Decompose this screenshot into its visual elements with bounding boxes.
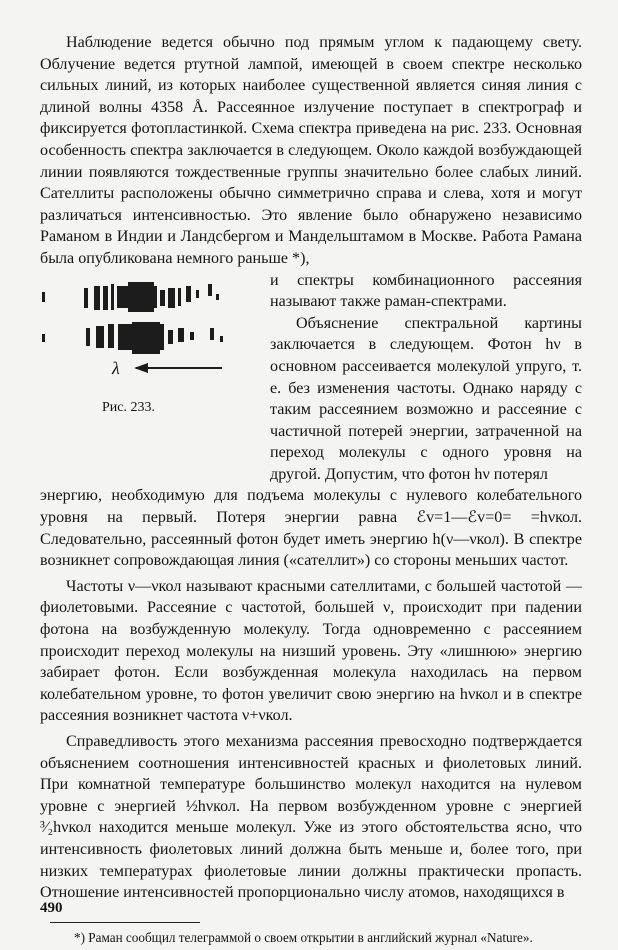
figure-caption: Рис. 233. — [102, 399, 155, 415]
paragraph-4: Справедливость этого механизма рассеяния превосходно подтверждается объяснением соотношения интенсивностей красных и фиолетовых линий. При комнатной температуре большинство молекул находится на нулевом уровне с энергией ½hνкол. На первом возбужденном уровне с энергией ³⁄₂hνкол находится меньше молекул. Уже из этого обстоятельства ясно, что интенсивность фиолетовых линий должна быть меньше и, более того, при низких температурах фиолетовые линии должны практически пропасть. Отношение интенсивностей пропорционально числу атомов, находящихся в — [40, 733, 582, 902]
page-body — [40, 32, 582, 946]
paragraph-3: Частоты ν—νкол называют красными сателлитами, с большей частотой — фиолетовыми. Рассеяние с частотой, большей ν, происходит при падении фотона на возбужденную молекулу. Тогда одновременно с рассеянием происходит переход молекулы на низший уровень. Эту «лишнюю» энергию забирает фотон. Если возбужденная молекула находилась на первом колебательном уровне, то фотон увеличит свою энергию на hνкол и в спектре рассеяния возникнет частота ν+νкол. — [40, 577, 582, 725]
arrow-label: λ — [112, 357, 120, 378]
footnote-rule — [50, 922, 200, 923]
paragraph-2-continuation: энергию, необходимую для подъема молекулы с нулевого колебательного уровня на первый. Потеря энергии равна ℰv=1—ℰv=0= =hνкол. Следовательно, рассеянный фотон будет иметь энергию h(ν—νкол). В спектре возникнет сопровождающая линия («сателлит») со стороны меньших частот. — [40, 487, 582, 570]
paragraph-2: Объяснение спектральной картины заключается в следующем. Фотон hν в основном рассеивается молекулой упруго, т. е. без изменения частоты. Однако наряду с таким рассеянием возможно и рассеяние с частичной потерей энергии, затраченной на переход молекулы с одного уровня на другой. Допустим, что фотон hν потерял — [270, 314, 582, 483]
paragraph-1: Наблюдение ведется обычно под прямым углом к падающему свету. Облучение ведется ртутной лампой, имеющей в своем спектре несколько сильных линий, из которых наиболее существенной является синяя линия с длиной волны 4358 Å. Рассеянное излучение поступает в спектрограф и фиксируется фотопластинкой. Схема спектра приведена на рис. 233. Основная особенность спектра заключается в следующем. Около каждой возбуждающей линии появляются тождественные группы значительно более слабых линий. Сателлиты расположены обычно симметрично справа и слева, хотя и могут различаться интенсивностью. Это явление было обнаружено независимо Раманом в Индии и Ландсбергом и Мандельштамом в Москве. Работа Рамана была опубликована немного раньше *), — [40, 34, 582, 267]
spectrum-figure — [40, 270, 262, 464]
footnote: *) Раман сообщил телеграммой о своем открытии в английский журнал «Nature». — [74, 929, 533, 945]
page-number: 490 — [40, 900, 63, 916]
paragraph-1-continuation: и спектры комбинационного рассеяния называют также раман-спектрами. — [270, 271, 582, 311]
